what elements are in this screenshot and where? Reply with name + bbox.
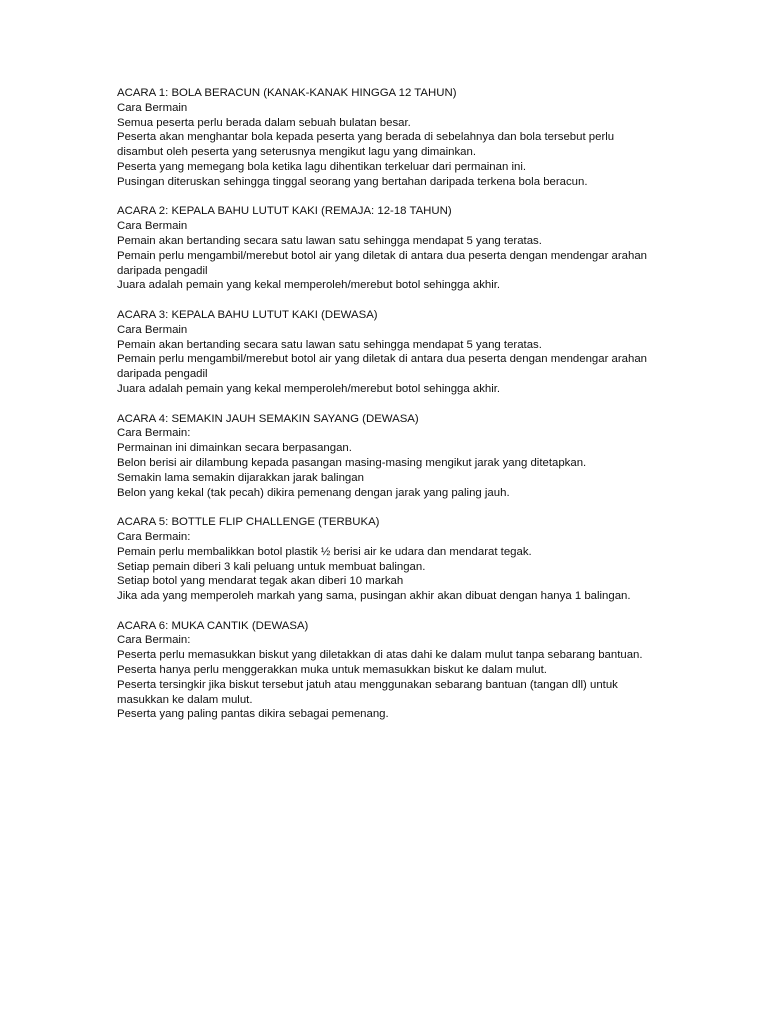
section-line: Peserta perlu memasukkan biskut yang diletakkan di atas dahi ke dalam mulut tanpa sebarang bantuan. bbox=[117, 649, 643, 662]
section-line: Juara adalah pemain yang kekal memperoleh/merebut botol sehingga akhir. bbox=[117, 279, 501, 292]
section-line: Peserta tersingkir jika biskut tersebut jatuh atau menggunakan sebarang bantuan (tangan dll) untuk masukkan ke dalam mulut. bbox=[117, 678, 618, 706]
section-acara-6 bbox=[117, 619, 657, 723]
document-page bbox=[117, 86, 657, 737]
section-title: ACARA 4: SEMAKIN JAUH SEMAKIN SAYANG (DEWASA) bbox=[117, 412, 419, 425]
section-acara-2 bbox=[117, 204, 657, 293]
section-line: Pemain perlu mengambil/merebut botol air yang diletak di antara dua peserta dengan mendengar arahan daripada pengadil bbox=[117, 353, 648, 381]
section-acara-3 bbox=[117, 308, 657, 397]
section-subtitle: Cara Bermain bbox=[117, 220, 188, 233]
section-line: Pemain akan bertanding secara satu lawan satu sehingga mendapat 5 yang teratas. bbox=[117, 234, 542, 247]
section-line: Peserta hanya perlu menggerakkan muka untuk memasukkan biskut ke dalam mulut. bbox=[117, 664, 547, 677]
section-title: ACARA 1: BOLA BERACUN (KANAK-KANAK HINGGA 12 TAHUN) bbox=[117, 87, 457, 99]
section-line: Setiap pemain diberi 3 kali peluang untuk membuat balingan. bbox=[117, 560, 426, 573]
section-line: Belon yang kekal (tak pecah) dikira pemenang dengan jarak yang paling jauh. bbox=[117, 486, 510, 499]
section-line: Belon berisi air dilambung kepada pasangan masing-masing mengikut jarak yang ditetapkan. bbox=[117, 456, 587, 469]
section-title: ACARA 2: KEPALA BAHU LUTUT KAKI (REMAJA: 12-18 TAHUN) bbox=[117, 205, 452, 218]
section-line: Peserta yang paling pantas dikira sebagai pemenang. bbox=[117, 708, 389, 721]
section-line: Semua peserta perlu berada dalam sebuah bulatan besar. bbox=[117, 116, 411, 129]
section-line: Jika ada yang memperoleh markah yang sama, pusingan akhir akan dibuat dengan hanya 1 balingan. bbox=[117, 590, 631, 603]
section-line: Permainan ini dimainkan secara berpasangan. bbox=[117, 442, 352, 455]
section-line: Pemain akan bertanding secara satu lawan satu sehingga mendapat 5 yang teratas. bbox=[117, 338, 542, 351]
section-line: Pemain perlu membalikkan botol plastik ½ berisi air ke udara dan mendarat tegak. bbox=[117, 545, 532, 558]
section-acara-4 bbox=[117, 412, 657, 501]
section-line: Semakin lama semakin dijarakkan jarak balingan bbox=[117, 471, 364, 484]
section-acara-5 bbox=[117, 515, 657, 604]
section-title: ACARA 5: BOTTLE FLIP CHALLENGE (TERBUKA) bbox=[117, 516, 380, 529]
section-subtitle: Cara Bermain bbox=[117, 323, 188, 336]
section-subtitle: Cara Bermain: bbox=[117, 427, 191, 440]
section-line: Setiap botol yang mendarat tegak akan diberi 10 markah bbox=[117, 575, 404, 588]
section-line: Peserta yang memegang bola ketika lagu dihentikan terkeluar dari permainan ini. bbox=[117, 160, 527, 173]
section-acara-1 bbox=[117, 86, 657, 190]
section-title: ACARA 6: MUKA CANTIK (DEWASA) bbox=[117, 619, 309, 632]
section-line: Peserta akan menghantar bola kepada peserta yang berada di sebelahnya dan bola tersebut perlu disambut oleh peserta yang seterusnya mengikut lagu yang dimainkan. bbox=[117, 131, 615, 159]
section-subtitle: Cara Bermain: bbox=[117, 634, 191, 647]
section-line: Pusingan diteruskan sehingga tinggal seorang yang bertahan daripada terkena bola beracun. bbox=[117, 175, 588, 188]
section-line: Pemain perlu mengambil/merebut botol air yang diletak di antara dua peserta dengan mendengar arahan daripada pengadil bbox=[117, 249, 648, 277]
section-subtitle: Cara Bermain: bbox=[117, 530, 191, 543]
section-line: Juara adalah pemain yang kekal memperoleh/merebut botol sehingga akhir. bbox=[117, 382, 501, 395]
section-subtitle: Cara Bermain bbox=[117, 101, 188, 114]
section-title: ACARA 3: KEPALA BAHU LUTUT KAKI (DEWASA) bbox=[117, 308, 378, 321]
